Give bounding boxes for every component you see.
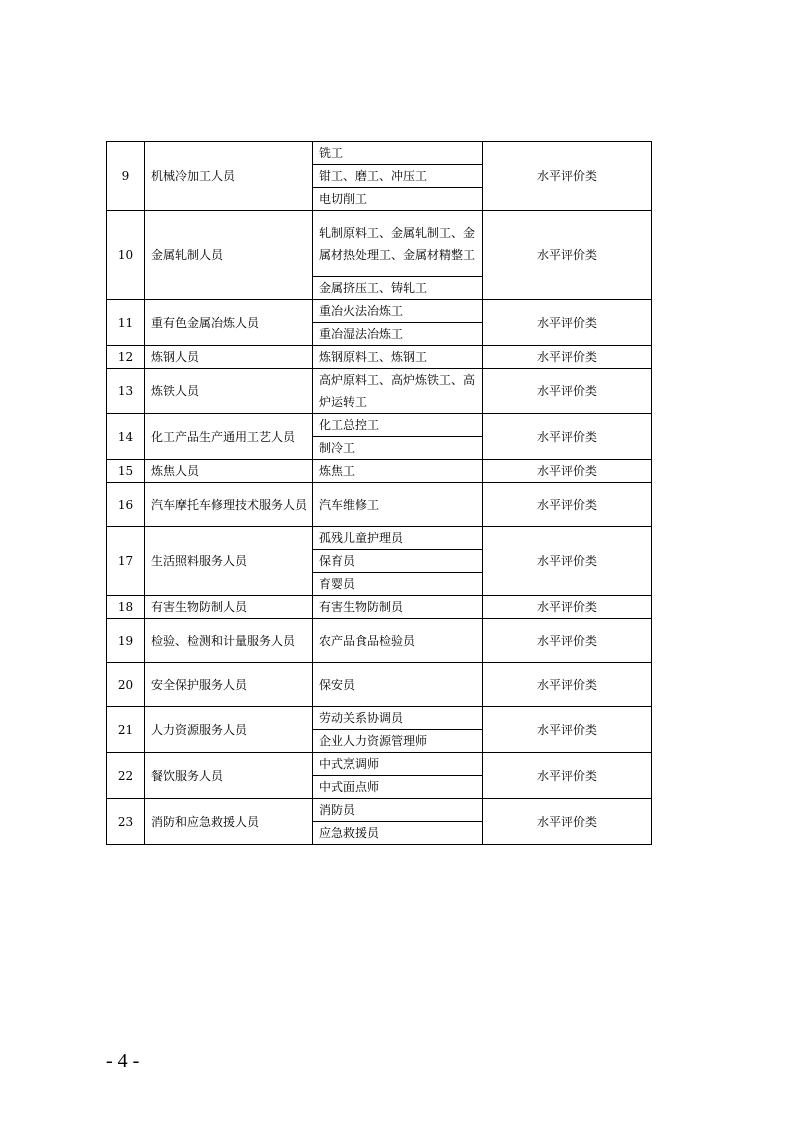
table-row	[107, 211, 652, 277]
table-row	[107, 142, 652, 165]
row-number: 15	[107, 460, 145, 483]
table-row	[107, 369, 652, 414]
row-number: 13	[107, 369, 145, 414]
row-number: 9	[107, 142, 145, 211]
job-title: 高炉原料工、高炉炼铁工、高炉运转工	[313, 369, 483, 414]
job-title: 汽车维修工	[313, 483, 483, 527]
job-title: 中式面点师	[313, 776, 483, 799]
job-title: 钳工、磨工、冲压工	[313, 165, 483, 188]
occupation-group-name: 消防和应急救援人员	[145, 799, 313, 845]
row-number: 18	[107, 596, 145, 619]
row-number: 12	[107, 346, 145, 369]
evaluation-category: 水平评价类	[483, 483, 652, 527]
occupation-group-name: 炼焦人员	[145, 460, 313, 483]
table-row	[107, 346, 652, 369]
job-title: 保育员	[313, 550, 483, 573]
occupation-group-name: 有害生物防制人员	[145, 596, 313, 619]
row-number: 10	[107, 211, 145, 300]
evaluation-category: 水平评价类	[483, 414, 652, 460]
table-row	[107, 414, 652, 437]
evaluation-category: 水平评价类	[483, 527, 652, 596]
table-row	[107, 707, 652, 730]
row-number: 19	[107, 619, 145, 663]
table-row	[107, 300, 652, 323]
occupation-group-name: 餐饮服务人员	[145, 753, 313, 799]
job-title: 中式烹调师	[313, 753, 483, 776]
evaluation-category: 水平评价类	[483, 619, 652, 663]
job-title: 轧制原料工、金属轧制工、金属材热处理工、金属材精整工	[313, 211, 483, 277]
table-row	[107, 483, 652, 527]
occupation-group-name: 化工产品生产通用工艺人员	[145, 414, 313, 460]
table-row	[107, 753, 652, 776]
row-number: 17	[107, 527, 145, 596]
row-number: 21	[107, 707, 145, 753]
occupation-group-name: 生活照料服务人员	[145, 527, 313, 596]
evaluation-category: 水平评价类	[483, 596, 652, 619]
row-number: 22	[107, 753, 145, 799]
job-title: 重冶湿法冶炼工	[313, 323, 483, 346]
evaluation-category: 水平评价类	[483, 211, 652, 300]
job-title: 农产品食品检验员	[313, 619, 483, 663]
table-row	[107, 527, 652, 550]
job-title: 化工总控工	[313, 414, 483, 437]
occupation-table	[106, 141, 652, 845]
row-number: 16	[107, 483, 145, 527]
job-title: 育婴员	[313, 573, 483, 596]
evaluation-category: 水平评价类	[483, 799, 652, 845]
occupation-group-name: 检验、检测和计量服务人员	[145, 619, 313, 663]
table-row	[107, 663, 652, 707]
job-title: 制冷工	[313, 437, 483, 460]
table-row	[107, 460, 652, 483]
job-title: 铣工	[313, 142, 483, 165]
occupation-table-body	[107, 142, 652, 845]
page-number: - 4 -	[106, 1050, 140, 1072]
occupation-group-name: 汽车摩托车修理技术服务人员	[145, 483, 313, 527]
job-title: 消防员	[313, 799, 483, 822]
job-title: 金属挤压工、铸轧工	[313, 277, 483, 300]
job-title: 保安员	[313, 663, 483, 707]
occupation-group-name: 人力资源服务人员	[145, 707, 313, 753]
evaluation-category: 水平评价类	[483, 753, 652, 799]
table-row	[107, 596, 652, 619]
job-title: 有害生物防制员	[313, 596, 483, 619]
evaluation-category: 水平评价类	[483, 346, 652, 369]
job-title: 重冶火法冶炼工	[313, 300, 483, 323]
job-title: 孤残儿童护理员	[313, 527, 483, 550]
job-title: 炼钢原料工、炼钢工	[313, 346, 483, 369]
occupation-group-name: 重有色金属冶炼人员	[145, 300, 313, 346]
occupation-group-name: 安全保护服务人员	[145, 663, 313, 707]
evaluation-category: 水平评价类	[483, 663, 652, 707]
occupation-group-name: 炼钢人员	[145, 346, 313, 369]
evaluation-category: 水平评价类	[483, 707, 652, 753]
occupation-group-name: 金属轧制人员	[145, 211, 313, 300]
job-title: 电切削工	[313, 188, 483, 211]
job-title: 劳动关系协调员	[313, 707, 483, 730]
job-title: 炼焦工	[313, 460, 483, 483]
evaluation-category: 水平评价类	[483, 142, 652, 211]
evaluation-category: 水平评价类	[483, 300, 652, 346]
job-title: 应急救援员	[313, 822, 483, 845]
row-number: 23	[107, 799, 145, 845]
table-row	[107, 619, 652, 663]
row-number: 14	[107, 414, 145, 460]
table-row	[107, 799, 652, 822]
row-number: 11	[107, 300, 145, 346]
occupation-group-name: 机械冷加工人员	[145, 142, 313, 211]
row-number: 20	[107, 663, 145, 707]
evaluation-category: 水平评价类	[483, 369, 652, 414]
occupation-group-name: 炼铁人员	[145, 369, 313, 414]
job-title: 企业人力资源管理师	[313, 730, 483, 753]
evaluation-category: 水平评价类	[483, 460, 652, 483]
